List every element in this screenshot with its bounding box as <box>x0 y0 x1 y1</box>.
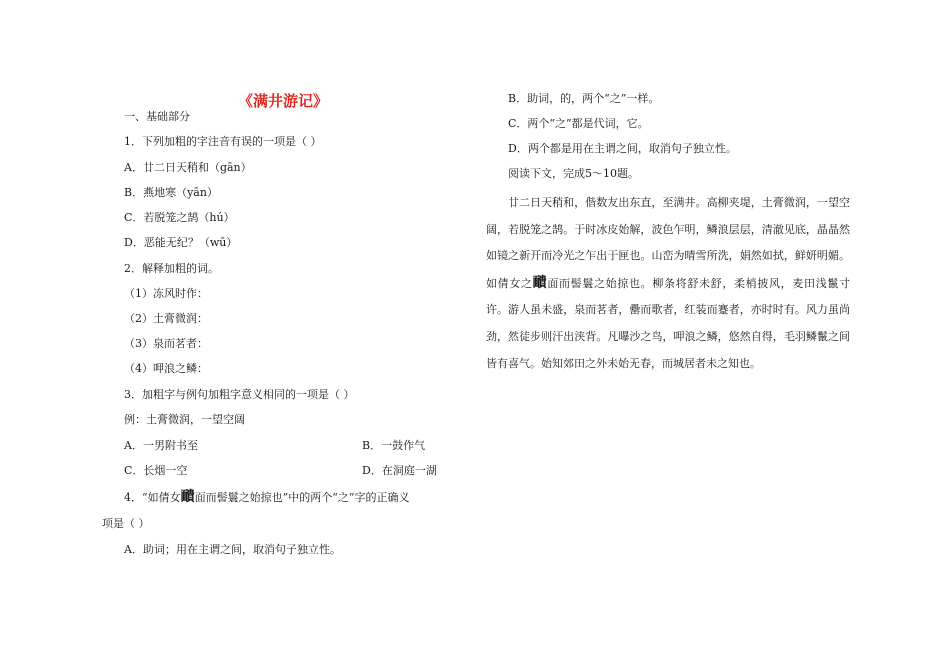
q4-option-a: A．助词；用在主谓之间，取消句子独立性。 <box>124 543 341 556</box>
reading-passage <box>486 190 850 377</box>
q1-option-c: C．若脱笼之鹄（hú） <box>124 211 235 224</box>
q3-option-c: C．长烟一空 <box>124 464 188 477</box>
reading-instruction: 阅读下文，完成5～10题。 <box>508 167 639 180</box>
question-3: 3．加粗字与例句加粗字意义相同的一项是（ ） <box>124 388 355 401</box>
q3-option-d: D．在洞庭一湖 <box>362 464 437 477</box>
q4-option-b: B．助词，的，两个“之”一样。 <box>508 92 660 105</box>
q3-option-b: B．一鼓作气 <box>362 439 426 452</box>
q1-option-a: A．廿二日天稍和（gān） <box>124 161 252 174</box>
passage-bold-glyph: 靧 <box>532 274 548 291</box>
q4-bold-glyph: 靧 <box>180 489 195 505</box>
section-heading-basics: 一、基础部分 <box>124 110 190 123</box>
q2-item-1: （1）冻风时作： <box>124 287 208 300</box>
q4-text-part2: 面而髻鬟之始掠也”中的两个“之”字的正确义 <box>194 491 410 504</box>
q4-option-c: C．两个“之”都是代词，它。 <box>508 117 649 130</box>
question-1: 1．下列加粗的字注音有误的一项是（ ） <box>124 135 322 148</box>
question-4 <box>124 490 410 505</box>
passage-text-part1: 廿二日天稍和，偕数友出东直，至满井。高柳夹堤，土膏微润，一望空阔，若脱笼之鹄。于时冰皮始解，波色乍明，鳞浪层层，清澈见底，晶晶然如镜之新开而冷光之乍出于匣也。山峦为晴雪所洗，娟然如拭，鲜妍明媚。如倩女之 <box>486 196 850 290</box>
q1-option-b: B．燕地寒（yān） <box>124 186 218 199</box>
q1-option-d: D．恶能无纪？（wū） <box>124 236 238 249</box>
question-4-continued: 项是（ ） <box>102 517 150 530</box>
question-2: 2．解释加粗的词。 <box>124 262 219 275</box>
q4-text-part1: 4．“如倩女 <box>124 491 181 504</box>
q2-item-2: （2）土膏微润： <box>124 312 208 325</box>
q2-item-4: （4）呷浪之鳞： <box>124 362 208 375</box>
q4-option-d: D．两个都是用在主谓之间，取消句子独立性。 <box>508 142 737 155</box>
q2-item-3: （3）泉而茗者： <box>124 337 208 350</box>
q3-example: 例：土膏微润，一望空阔 <box>124 413 245 426</box>
passage-text-part2: 面而髻鬟之始掠也。柳条将舒未舒，柔梢披风，麦田浅鬣寸许。游人虽未盛，泉而茗者，罍而歌者，红装而蹇者，亦时时有。风力虽尚劲，然徒步则汗出浃背。凡曝沙之鸟，呷浪之鳞，悠然自得，毛羽鳞鬣之间皆有喜气。始知郊田之外未始无春，而城居者未之知也。 <box>486 276 851 370</box>
page-title: 《满井游记》 <box>238 92 329 110</box>
q3-option-a: A．一男附书至 <box>124 439 198 452</box>
